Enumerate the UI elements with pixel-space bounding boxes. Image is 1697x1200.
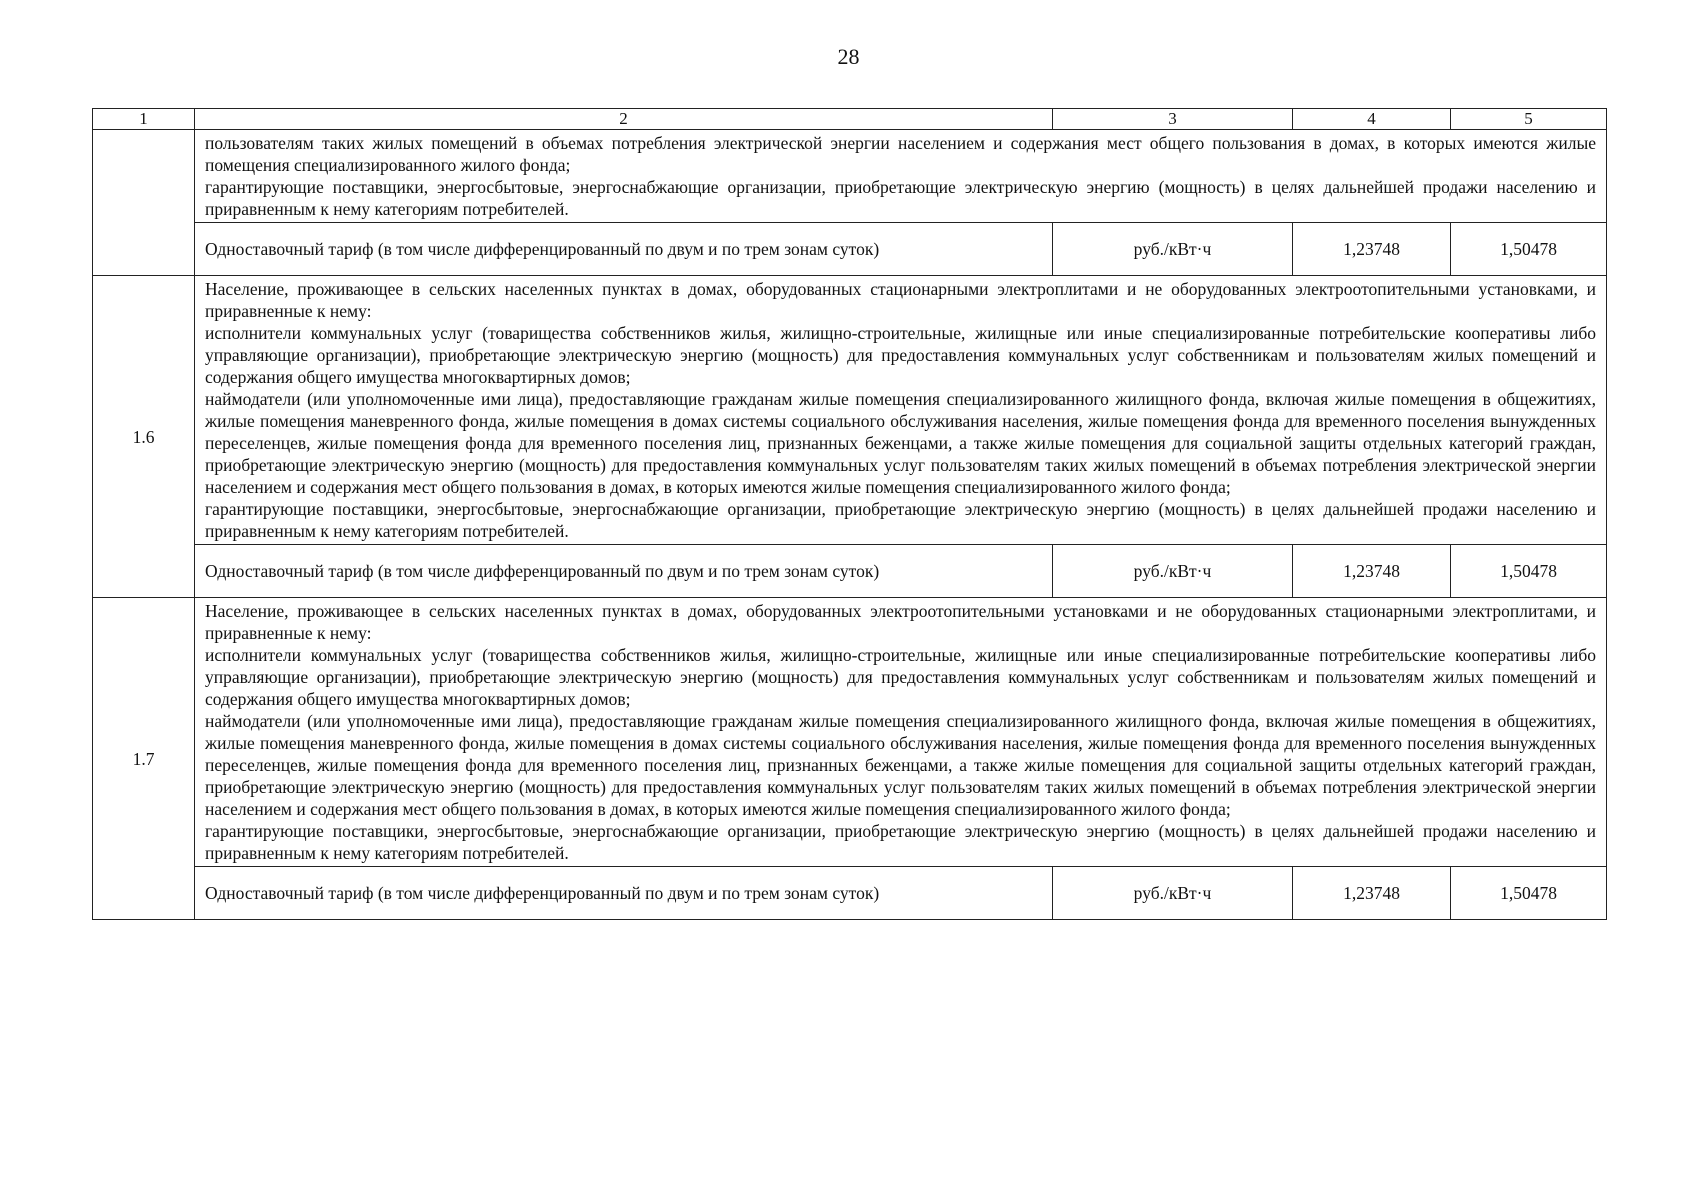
- description-paragraph: Население, проживающее в сельских населенных пунктах в домах, оборудованных электроотопительными установками и не оборудованных стационарными электроплитами, и приравненные к нему:: [205, 601, 1596, 643]
- column-header-3: 3: [1053, 109, 1293, 130]
- rate-value-first-half: 1,23748: [1293, 867, 1451, 920]
- row-number-empty: [93, 130, 195, 276]
- rate-value-second-half: 1,50478: [1451, 545, 1607, 598]
- rate-row: [93, 545, 1607, 598]
- description-paragraph: наймодатели (или уполномоченные ими лица), предоставляющие гражданам жилые помещения специализированного жилищного фонда, включая жилые помещения в общежитиях, жилые помещения маневренного фонда, жилые помещения в домах системы социального обслуживания населения, жилые помещения фонда для временного поселения вынужденных переселенцев, жилые помещения фонда для временного поселения лиц, признанных беженцами, а также жилые помещения для социальной защиты отдельных категорий граждан, приобретающие электрическую энергию (мощность) для предоставления коммунальных услуг пользователям таких жилых помещений в объемах потребления электрической энергии населением и содержания мест общего пользования в домах, в которых имеются жилые помещения специализированного жилого фонда;: [205, 389, 1596, 497]
- page-number: 28: [837, 44, 860, 69]
- row-description: [195, 276, 1607, 545]
- description-paragraph: гарантирующие поставщики, энергосбытовые, энергоснабжающие организации, приобретающие электрическую энергию (мощность) в целях дальнейшей продажи населению и приравненным к нему категориям потребителей.: [205, 821, 1596, 863]
- description-paragraph: гарантирующие поставщики, энергосбытовые, энергоснабжающие организации, приобретающие электрическую энергию (мощность) в целях дальнейшей продажи населению и приравненным к нему категориям потребителей.: [205, 177, 1596, 219]
- rate-unit: руб./кВт·ч: [1053, 545, 1293, 598]
- table-row: [93, 130, 1607, 223]
- description-paragraph: Население, проживающее в сельских населенных пунктах в домах, оборудованных стационарными электроплитами и не оборудованных электроотопительными установками, и приравненные к нему:: [205, 279, 1596, 321]
- table-row: [93, 276, 1607, 545]
- row-number: 1.7: [93, 598, 195, 920]
- table-row: [93, 598, 1607, 867]
- tariff-table: [92, 108, 1607, 920]
- rate-row: [93, 223, 1607, 276]
- rate-description: Одноставочный тариф (в том числе дифференцированный по двум и по трем зонам суток): [195, 545, 1053, 598]
- row-description: [195, 598, 1607, 867]
- description-paragraph: гарантирующие поставщики, энергосбытовые, энергоснабжающие организации, приобретающие электрическую энергию (мощность) в целях дальнейшей продажи населению и приравненным к нему категориям потребителей.: [205, 499, 1596, 541]
- description-paragraph: наймодатели (или уполномоченные ими лица), предоставляющие гражданам жилые помещения специализированного жилищного фонда, включая жилые помещения в общежитиях, жилые помещения маневренного фонда, жилые помещения в домах системы социального обслуживания населения, жилые помещения фонда для временного поселения вынужденных переселенцев, жилые помещения фонда для временного поселения лиц, признанных беженцами, а также жилые помещения для социальной защиты отдельных категорий граждан, приобретающие электрическую энергию (мощность) для предоставления коммунальных услуг пользователям таких жилых помещений в объемах потребления электрической энергии населением и содержания мест общего пользования в домах, в которых имеются жилые помещения специализированного жилого фонда;: [205, 711, 1596, 819]
- rate-row: [93, 867, 1607, 920]
- description-paragraph: пользователям таких жилых помещений в объемах потребления электрической энергии населением и содержания мест общего пользования в домах, в которых имеются жилые помещения специализированного жилого фонда;: [205, 133, 1596, 175]
- rate-unit: руб./кВт·ч: [1053, 223, 1293, 276]
- rate-value-second-half: 1,50478: [1451, 223, 1607, 276]
- column-header-2: 2: [195, 109, 1053, 130]
- rate-value-second-half: 1,50478: [1451, 867, 1607, 920]
- rate-unit: руб./кВт·ч: [1053, 867, 1293, 920]
- column-header-4: 4: [1293, 109, 1451, 130]
- column-header-1: 1: [93, 109, 195, 130]
- row-description: [195, 130, 1607, 223]
- row-number: 1.6: [93, 276, 195, 598]
- description-paragraph: исполнители коммунальных услуг (товарищества собственников жилья, жилищно-строительные, жилищные или иные специализированные потребительские кооперативы либо управляющие организации), приобретающие электрическую энергию (мощность) для предоставления коммунальных услуг собственникам и пользователям жилых помещений и содержания общего имущества многоквартирных домов;: [205, 323, 1596, 387]
- description-paragraph: исполнители коммунальных услуг (товарищества собственников жилья, жилищно-строительные, жилищные или иные специализированные потребительские кооперативы либо управляющие организации), приобретающие электрическую энергию (мощность) для предоставления коммунальных услуг собственникам и пользователям жилых помещений и содержания общего имущества многоквартирных домов;: [205, 645, 1596, 709]
- column-header-5: 5: [1451, 109, 1607, 130]
- rate-description: Одноставочный тариф (в том числе дифференцированный по двум и по трем зонам суток): [195, 867, 1053, 920]
- table-header-row: [93, 109, 1607, 130]
- rate-value-first-half: 1,23748: [1293, 223, 1451, 276]
- rate-value-first-half: 1,23748: [1293, 545, 1451, 598]
- rate-description: Одноставочный тариф (в том числе дифференцированный по двум и по трем зонам суток): [195, 223, 1053, 276]
